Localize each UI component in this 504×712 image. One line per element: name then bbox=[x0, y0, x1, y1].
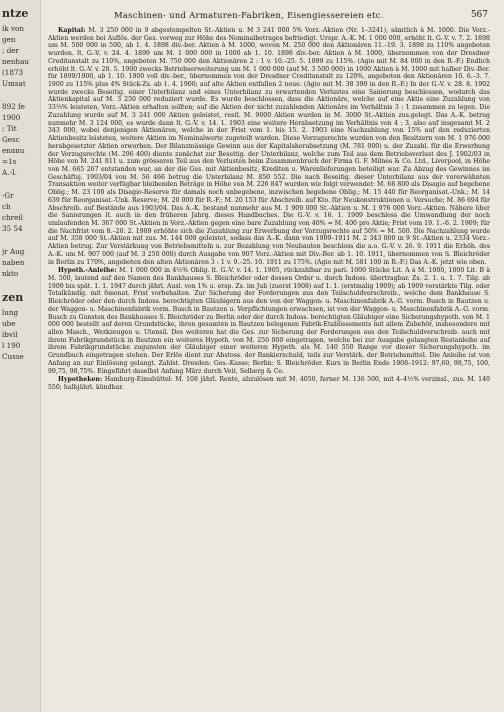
header-title: Maschinen- und Armaturen-Fabriken, Eisengiessereien etc. bbox=[114, 10, 384, 20]
section-hypoth-anleihe bbox=[48, 267, 490, 375]
margin-fragment: lung bbox=[2, 308, 19, 317]
margin-fragment: Gesc bbox=[2, 135, 20, 144]
margin-fragment: Cusse bbox=[2, 352, 24, 361]
margin-fragment: chreil bbox=[2, 213, 23, 222]
margin-fragment: ube bbox=[2, 319, 16, 328]
margin-fragment: naben bbox=[2, 258, 25, 267]
section-text: M. 3 250 000 in 9 abgestempelten St.-Aktien u. M 3 241 000 5% Vorz.-Aktien (Nr. 1–3241), sämtlich à M. 1000. Die Vorz.-Aktien werden bei Auflös. der Ges. vorweg zur Höhe des Nominalbetrages befriedigt. Urspr. A.-K. M. 1 000 000, erhöht lt. G.-V. v. 7. 2. 1898 um M. 500 000 in 500, ab 1. 4. 1898 div.-ber. Aktien à M. 1000, wovon M. 250 000 den Aktionären 11.–19. 3. 1898 zu 110% angeboten wurden. lt. G.-V. v. 24. 4. 1899 um M. 1 000 000 in 1000 ab 1. 10. 1898 div.-ber. Aktien à M. 1000, übernommen von der Dresdner Creditanstalt zu 110%, angeboten M. 750 000 den Aktionären 2 : 1 v. 10.–25. 5. 1899 zu 115%. (Agio mit M. 84 000 in den R.-F.) Endlich erhöht lt. G.-V. v. 28. 5. 1900 zwecks Betriebserweiterung um M. 1 000 000 (auf M. 3 500 000) in 1000 Aktien à M. 1000 mit halber Div.-Ber. für 1899/1900, ab 1. 10. 1900 voll div.-ber., übernommen von der Dresdner Creditanstalt zu 120%, angeboten den Aktionären 10. 6.–3. 7. 1900 zu 115% plus 4% Stück-Zs. ab 1. 4. 1900; auf alte Aktien entfallen 2 neue. (Agio mit M. 38 390 in den R.-F.) In der G.-V. v. 28. 8. 1902 wurde zwecks Beseitig. einer Unterbilanz und eines Unterbilanz zu erwartenden Verlustes eine Sanierung beschlossen, wodurch das Aktienkapital auf M. 3 250 000 reduziert wurde. Es wurde beschlossen, dass die Aktionäre, welche auf eine Aktie eine Zuzahlung von 33⅓% leisteten, Vorz.-Aktien erhalten sollten; auf die Aktien der nicht zuzahlenden Aktionäre im Verhältnis 3 : 1 zusammen zu legen. Die Zuzahlung wurde auf M. 3 241 000 Aktien geleistet, restl. M. 9000 Aktien wurden in M. 3000 St.-Aktien zus.gelegt. Das A.-K. betrug nunmehr M. 3 124 000, es wurde dann lt. G.-V. v. 14. 1. 1903 eine weitere Herabsetzung im Verhältnis von 4 : 3, also auf insgesamt M. 2 343 000, wobei denjenigen Aktionären, welche in der Frist vom 1. bis 15. 2. 1903 eine Nachzahlung von 15% auf den reduzierten Aktienbesitz leisteten, weitere Aktien im Nominalwerte zugeteilt wurden. Diese Vorzugsrechte wurden von den Besitzern von M. 1 976 000 herabgesetzter Aktien erworben. Der Bilanzmässige Gewinn aus der Kapitalsherabsetzung (M. 781 000) u. der Zuzahl. für die Erwerbung der Vorzugsrechte (M. 296 400) diente zunächst zur Beseitig. der Unterbilanz, welche zum Teil aus dem Betriebsverlust des J. 1902/03 in Höhe von M. 241 811 u. zum grösseren Teil aus den Verlusten beim Zusammenbruch der Firma G. F. Milnes & Co. Ltd., Liverpool, in Höhe von M. 665 267 entstanden war, an der die Ges. mit Aktienbesitz, Krediten u. Warenlieferungen beteiligt war. Zu Abzug des Gewinnes im Geschäftsj. 1903/04 von M. 56 466 betrug die Unterbilanz M. 850 552. Die nach Beseitig. dieser Unterbilanz aus der vorerwähnten Transaktion weiter verfügbar bleibenden Beträge in Höhe von M. 226 847 wurden wie folgt verwendet: M. 68 800 als Disagio auf begebene Oblig.; M. 23 100 als Disagio-Reserve für damals noch unbegebene, inzwischen begebene Oblig.; M. 15 440 für Reorganisat.-Unk.; M. 14 639 für Reorganisat.-Unk. Reserve; M. 20 000 für R.-F.; M. 20 153 für Abschreib. auf Kto. für Neukonstruktionen u. Versuche; M. 86 694 für Abschreib. auf Bestände aus 1903/04. Das A.-K. bestand nunmehr aus M. 1 909 000 St.-Aktien u. M. 1 976 000 Vorz.-Aktien. Nähere über die Sanierungen lt. auch in den früheren Jahrg. dieses Handbuches. Die G.-V. v. 16. 1. 1909 beschloss die Umwandlung der noch umlaufenden M. 367 000 St.-Aktien in Vorz.-Aktien gegen eine bare Zuzahlung von 40% = M. 400 pro Aktie; Frist vom 19. 1.–6. 2. 1909; für die Nachfrist vom 8.–20. 2. 1909 erhöhte sich die Zuzahlung zur Erwerbung der Vorzugsrechte auf 50% = M. 500. Die Nachzahlung wurde auf M. 358 000 St.-Aktien mit zus. M. 144 000 geleistet, sodass das A.-K. dann von 1909–1911 M. 2 343 000 in 9 St.-Aktien u. 2334 Vorz.-Aktien betrug. Zur Verstärkung von Betriebsmitteln u. zur Bezahlung von Neubauten beschloss die a.o. G.-V. v. 26. 9. 1911 die Erhöh. des A.-K. um M. 907 000 (auf M. 3 250 000) durch Ausgabe von 907 Vorz.-Aktien mit Div.-Ber. ab 1. 10. 1911, übernommen von S. Bleichröder in Berlin zu 170%, angeboten den alten Aktionären 3 : 1 v. 9.–25. 10. 1911 zu 175%. (Agio mit M. 581 100 in R.-F.) Das A.-K. jetzt wie oben. bbox=[48, 27, 490, 266]
margin-fragment: ; der bbox=[2, 46, 19, 55]
margin-fragment: jr Aug bbox=[2, 247, 25, 256]
section-lead: Hypoth.-Anleihe: bbox=[58, 267, 117, 275]
margin-fragment: A.-I. bbox=[2, 168, 18, 177]
margin-fragment: Umsat bbox=[2, 79, 26, 88]
section-lead: Hypotheken: bbox=[58, 376, 103, 384]
section-lead: Kapital: bbox=[58, 27, 86, 34]
margin-fragment: nkto bbox=[2, 269, 19, 278]
margin-fragment: enanu bbox=[2, 146, 25, 155]
section-text: M. 1 000 000 in 4½% Oblig. lt. G.-V. v. 14. 1. 1905, rückzahlbar zu pari. 1000 Stücke Lit. A à M. 1000, 1000 Lit. B à M. 500, lautend auf den Namen des Bankhauses S. Bleichröder oder dessen Order u. durch Indoss. übertragbar. Zs. 2. 1. u. 1. 7. Tilg. ab 1909 bis spät. 1. 1. 1947 durch jährl. Ausl. von 1% u. ersp. Zs. im Juli (zuerst 1908) auf 1. 1. (erstmalig 1909); ab 1909 verstärkte Tilg. oder Totalkündig. mit 6monat. Frist vorbehalten. Zur Sicherung der Forderungen aus den Teilschuldverschreib., welche dem Bankhause S. Bleichröder oder den durch Indoss. berechtigten Gläubigern aus den von der Waggon- u. Maschinenfabrik A.-G. vorm. Busch in Bautzen u. der Waggon- u. Maschinenfabrik vorm. Busch in Bautzen u. Verpflichtungen erwachsen, ist von der Waggon- u. Maschinenfabrik A.-G. vorm. Busch zu Gunsten des Bankhauses S. Bleichröder zu Berlin oder der durch Indoss. berechtigten Gläubiger eine Sicherungshypoth. von M. 1 000 000 bestellt auf deren Grundstücke, ihren gesamten in Bautzen belegenen Fabrik-Etablissements mit allem Zubehör, insbesondere mit allen Masch., Werkzeugen u. Utensil. Des weiteren hat die Ges. zur Sicherung der Forderungen aus den Teilschuldverschreib. auch mit ihrem Fabrikgrundstück in Bautzen ein weiteres Hypoth. von M. 250 000 eingetragen, welche bei zur Ausgabe gelangten Restanleihe auf ihrem Fabrikgrundstücke zugunsten der Gläubiger einer weiteren Hypoth. als M. 140 550 Range vor dieser Sicherungshypoth. im Grundbuch eingetragen stehen. Der Erlös dient zur Abstoss. der Bankierschuld, teils zur Verstärk. der Betriebsmittel. Die Anleihe ist von Anfang an zur Einlösung gelangt. Zahlst. Dresden: Ges.-Kasse; Berlin: S. Bleichröder. Kurs in Berlin Ende 1908–1912: 97,60, 98,75, 100, 99,75, 98,75%. Eingeführt daselbst Anfang März durch Veit, Selberg & Co. bbox=[48, 267, 491, 375]
margin-fragment: =1s bbox=[2, 157, 17, 166]
margin-fragment: ibvil bbox=[2, 330, 18, 339]
section-kapital bbox=[48, 27, 490, 266]
article-body bbox=[48, 27, 490, 392]
margin-fragment: ch bbox=[2, 202, 11, 211]
margin-fragment: ; Tit bbox=[2, 124, 17, 133]
margin-fragment: (1873 bbox=[2, 68, 24, 77]
margin-fragment: ik von bbox=[2, 24, 24, 33]
page-number: 567 bbox=[470, 10, 488, 20]
section-text: Hamburg-Eimsbüttel: M. 108 jährl. Rente, abzulösen mit M. 4050, ferner M. 136 500, mit 4–4½% verzinsl., zus. M. 140 550; halbjährl. kündbar. bbox=[48, 376, 490, 392]
margin-fragment: l 190 bbox=[2, 341, 21, 350]
margin-fragment: -Gr bbox=[2, 191, 14, 200]
adjacent-page-margin bbox=[0, 0, 41, 712]
running-header bbox=[44, 10, 492, 24]
margin-fragment: 35 54 bbox=[2, 224, 23, 233]
section-hypotheken bbox=[48, 376, 490, 391]
margin-fragment: gen bbox=[2, 35, 16, 44]
margin-fragment: nenhau bbox=[2, 57, 30, 66]
margin-fragment: ntze bbox=[2, 8, 29, 20]
margin-fragment: zen bbox=[2, 292, 24, 304]
margin-fragment: 1900 bbox=[2, 113, 21, 122]
margin-fragment: 892 fe bbox=[2, 102, 25, 111]
